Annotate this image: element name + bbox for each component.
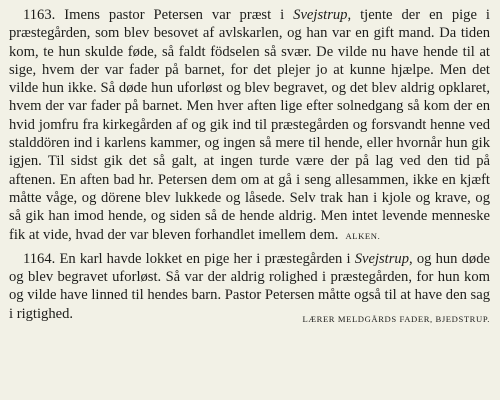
informant-signature: LÆRER MELDGÅRDS FADER, BJEDSTRUP. bbox=[302, 313, 490, 324]
entry-number: 1163. bbox=[23, 7, 56, 23]
entry-text: En karl havde lokket en pige her i præstegården i bbox=[59, 250, 355, 267]
entry-1163 bbox=[9, 6, 490, 245]
place-name: Svejstrup bbox=[293, 7, 348, 23]
entry-text: , og hun døde og blev begravet uforløst. Så var der aldrig rolighed i præstegården, for hun kom og vilde have linned til hendes barn. Pastor Petersen måtte også til at have den sag i rigtighed. bbox=[9, 250, 490, 322]
informant-signature: ALKEN. bbox=[345, 230, 381, 241]
entry-text: Imens pastor Petersen var præst i bbox=[64, 7, 294, 23]
entry-text: , tjente der en pige i præstegården, som blev besovet af avlskarlen, og han var en gift mand. Da tiden kom, te hun skulde føde, så faldt födselen så svær. De vilde nu have hende til at sige, hvem der var fader på barnet, for det plejer jo at kunne hjælpe. Men det vilde hun ikke. Så døde hun uforløst og blev begravet, og det blev aldrig opklaret, hvem der var fader på barnet. Men hver aften lige efter solnedgang så kom der en hvid jomfru fra kirkegården af og gik ind til præstegården og forsvandt henne ved stalddören ind i karlens kammer, og ingen så mere til hende, eller hvornår hun gik igjen. Til sidst gik det så galt, at ingen turde være der på lag ved den tid på aftenen. En aften bad hr. Petersen dem om at gå i seng allesammen, ikke en kjæft måtte våge, og dörene blev lukkede og låsede. Selv trak han i kjole og krave, og så gik han imod hende, og siden så de hende aldrig. Men intet levende menneske fik at vide, hvad der var bleven forhandlet imellem dem. bbox=[9, 7, 490, 243]
place-name: Svejstrup bbox=[354, 250, 410, 267]
entry-number: 1164. bbox=[23, 250, 56, 267]
entry-1164 bbox=[9, 250, 490, 323]
